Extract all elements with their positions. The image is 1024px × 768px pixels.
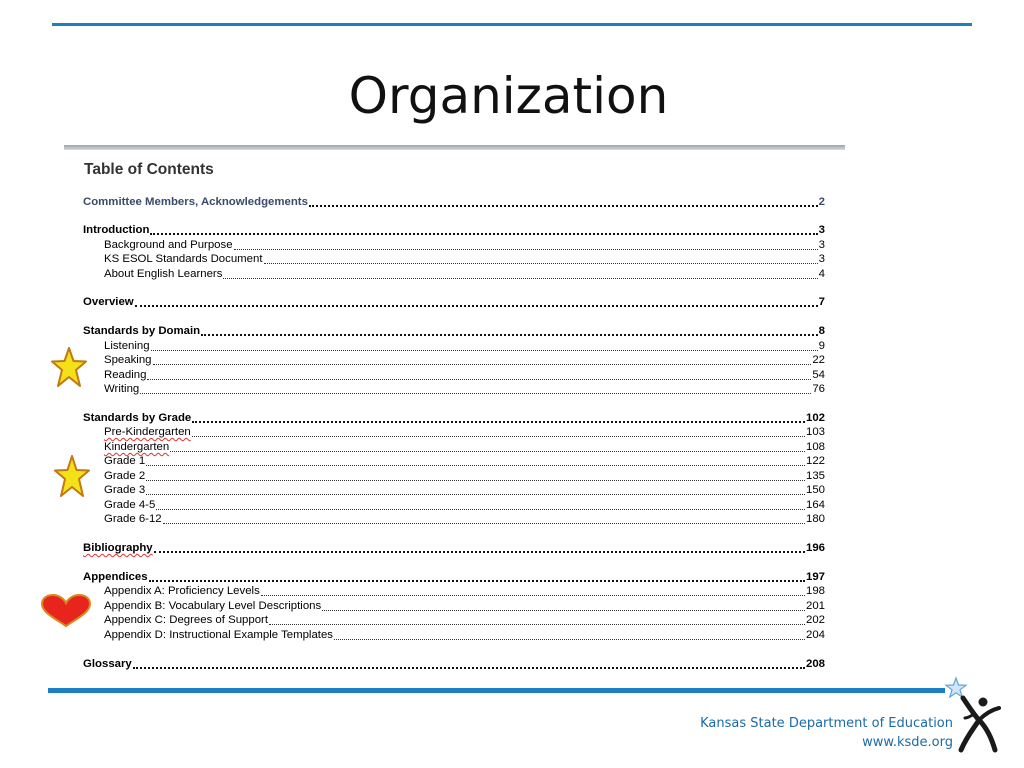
footer-org: Kansas State Department of Education [700,716,953,731]
toc-subentry: Appendix C: Degrees of Support 202 [104,614,825,626]
toc-entry: Bibliography 196 [83,542,825,554]
document-top-edge [64,145,845,150]
toc-heading: Table of Contents [84,161,214,178]
toc-entry: Overview 7 [83,296,825,308]
toc-subentry: Appendix B: Vocabulary Level Descriptions 201 [104,600,825,612]
toc-subentry: Pre-Kindergarten 103 [104,426,825,438]
footer-url: www.ksde.org [862,735,953,750]
star-icon [54,454,90,500]
ksde-logo-icon [941,676,1005,756]
toc-entry: Standards by Grade 102 [83,412,825,424]
heart-icon [40,594,92,628]
slide-title: Organization [348,67,669,125]
toc-subentry: Writing 76 [104,383,825,395]
bottom-divider [48,688,945,693]
toc-subentry: Appendix D: Instructional Example Templates 204 [104,629,825,641]
toc-subentry: Kindergarten 108 [104,441,825,453]
star-icon [51,346,87,390]
footer [700,714,953,752]
toc-subentry: Background and Purpose 3 [104,239,825,251]
toc-subentry: Listening 9 [104,340,825,352]
toc-subentry: About English Learners 4 [104,268,825,280]
toc-entry: Committee Members, Acknowledgements 2 [83,196,825,208]
toc-subentry: Grade 3 150 [104,484,825,496]
toc-entry: Appendices 197 [83,571,825,583]
toc-subentry: Speaking 22 [104,354,825,366]
toc-entry: Introduction 3 [83,224,825,236]
toc-subentry: Reading 54 [104,369,825,381]
toc-subentry: Appendix A: Proficiency Levels 198 [104,585,825,597]
toc-subentry: Grade 1 122 [104,455,825,467]
toc-subentry: Grade 2 135 [104,470,825,482]
toc-subentry: Grade 6-12 180 [104,513,825,525]
toc-document-image [64,145,845,681]
toc-entry: Standards by Domain 8 [83,325,825,337]
toc-subentry: Grade 4-5 164 [104,499,825,511]
top-divider [52,23,972,26]
toc-entry: Glossary 208 [83,658,825,670]
toc-subentry: KS ESOL Standards Document 3 [104,253,825,265]
